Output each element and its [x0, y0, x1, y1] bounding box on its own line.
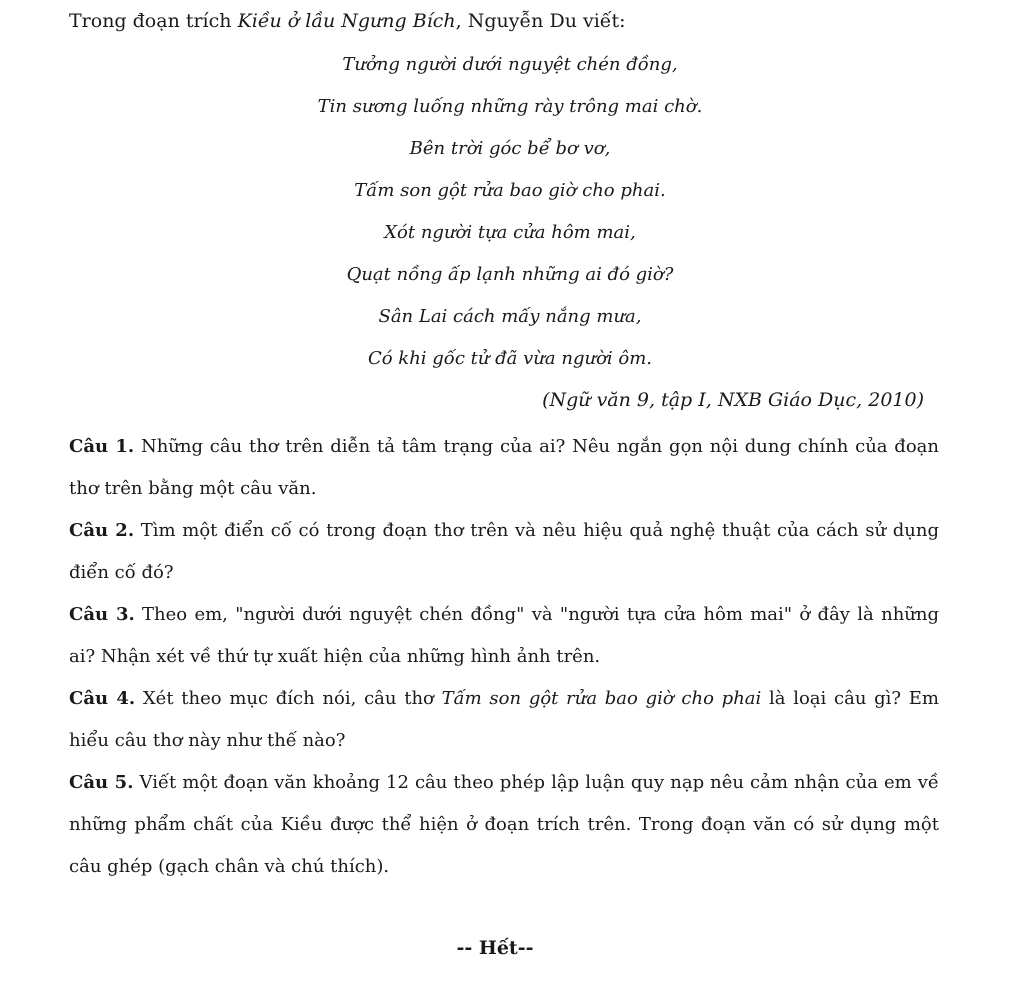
poem-line: Quạt nồng ấp lạnh những ai đó giờ? — [346, 264, 674, 285]
poem-line: Sân Lai cách mấy nắng mưa, — [378, 306, 642, 327]
end-marker: -- Hết-- — [456, 937, 534, 959]
poem-line: Xót người tựa cửa hôm mai, — [384, 222, 636, 243]
question-3 — [69, 594, 939, 678]
question-text: Viết một đoạn văn khoảng 12 câu theo phép lập luận quy nạp nêu cảm nhận của em về những phẩm chất của Kiều được thể hiện ở đoạn trích trên. Trong đoạn văn có sử dụng một câu ghép (gạch chân và chú thích). — [69, 772, 939, 877]
question-label: Câu 5. — [69, 772, 134, 793]
question-label: Câu 4. — [69, 688, 136, 709]
work-title: Kiều ở lầu Ngưng Bích — [237, 10, 456, 32]
question-text: là loại câu gì? Em hiểu câu thơ này như thế nào? — [69, 688, 939, 751]
poem-excerpt — [150, 44, 870, 380]
poem-line: Tưởng người dưới nguyệt chén đồng, — [342, 54, 678, 75]
question-text: Tìm một điển cố có trong đoạn thơ trên và nêu hiệu quả nghệ thuật của cách sử dụng điển cố đó? — [69, 520, 939, 583]
question-label: Câu 1. — [69, 436, 135, 457]
poem-line: Bên trời góc bể bơ vơ, — [409, 138, 611, 159]
question-5 — [69, 762, 939, 888]
question-2 — [69, 510, 939, 594]
poem-line: Có khi gốc tử đã vừa người ôm. — [367, 348, 653, 369]
intro-suffix: , Nguyễn Du viết: — [455, 10, 626, 32]
question-text: Theo em, "người dưới nguyệt chén đồng" và "người tựa cửa hôm mai" ở đây là những ai? Nhận xét về thứ tự xuất hiện của những hình ảnh trên. — [69, 604, 939, 667]
quoted-verse: Tấm son gột rửa bao giờ cho phai — [441, 688, 762, 709]
question-text: Xét theo mục đích nói, câu thơ — [135, 688, 442, 709]
question-4 — [69, 678, 939, 762]
poem-source-citation: (Ngữ văn 9, tập I, NXB Giáo Dục, 2010) — [542, 389, 924, 411]
question-text: Những câu thơ trên diễn tả tâm trạng của ai? Nêu ngắn gọn nội dung chính của đoạn thơ trên bằng một câu văn. — [69, 436, 939, 499]
question-label: Câu 3. — [69, 604, 135, 625]
question-1 — [69, 426, 939, 510]
question-list — [69, 426, 939, 888]
intro-line — [69, 6, 626, 36]
intro-prefix: Trong đoạn trích — [69, 10, 238, 32]
poem-line: Tấm son gột rửa bao giờ cho phai. — [354, 180, 666, 201]
question-label: Câu 2. — [69, 520, 135, 541]
poem-line: Tin sương luống những rày trông mai chờ. — [317, 96, 703, 117]
